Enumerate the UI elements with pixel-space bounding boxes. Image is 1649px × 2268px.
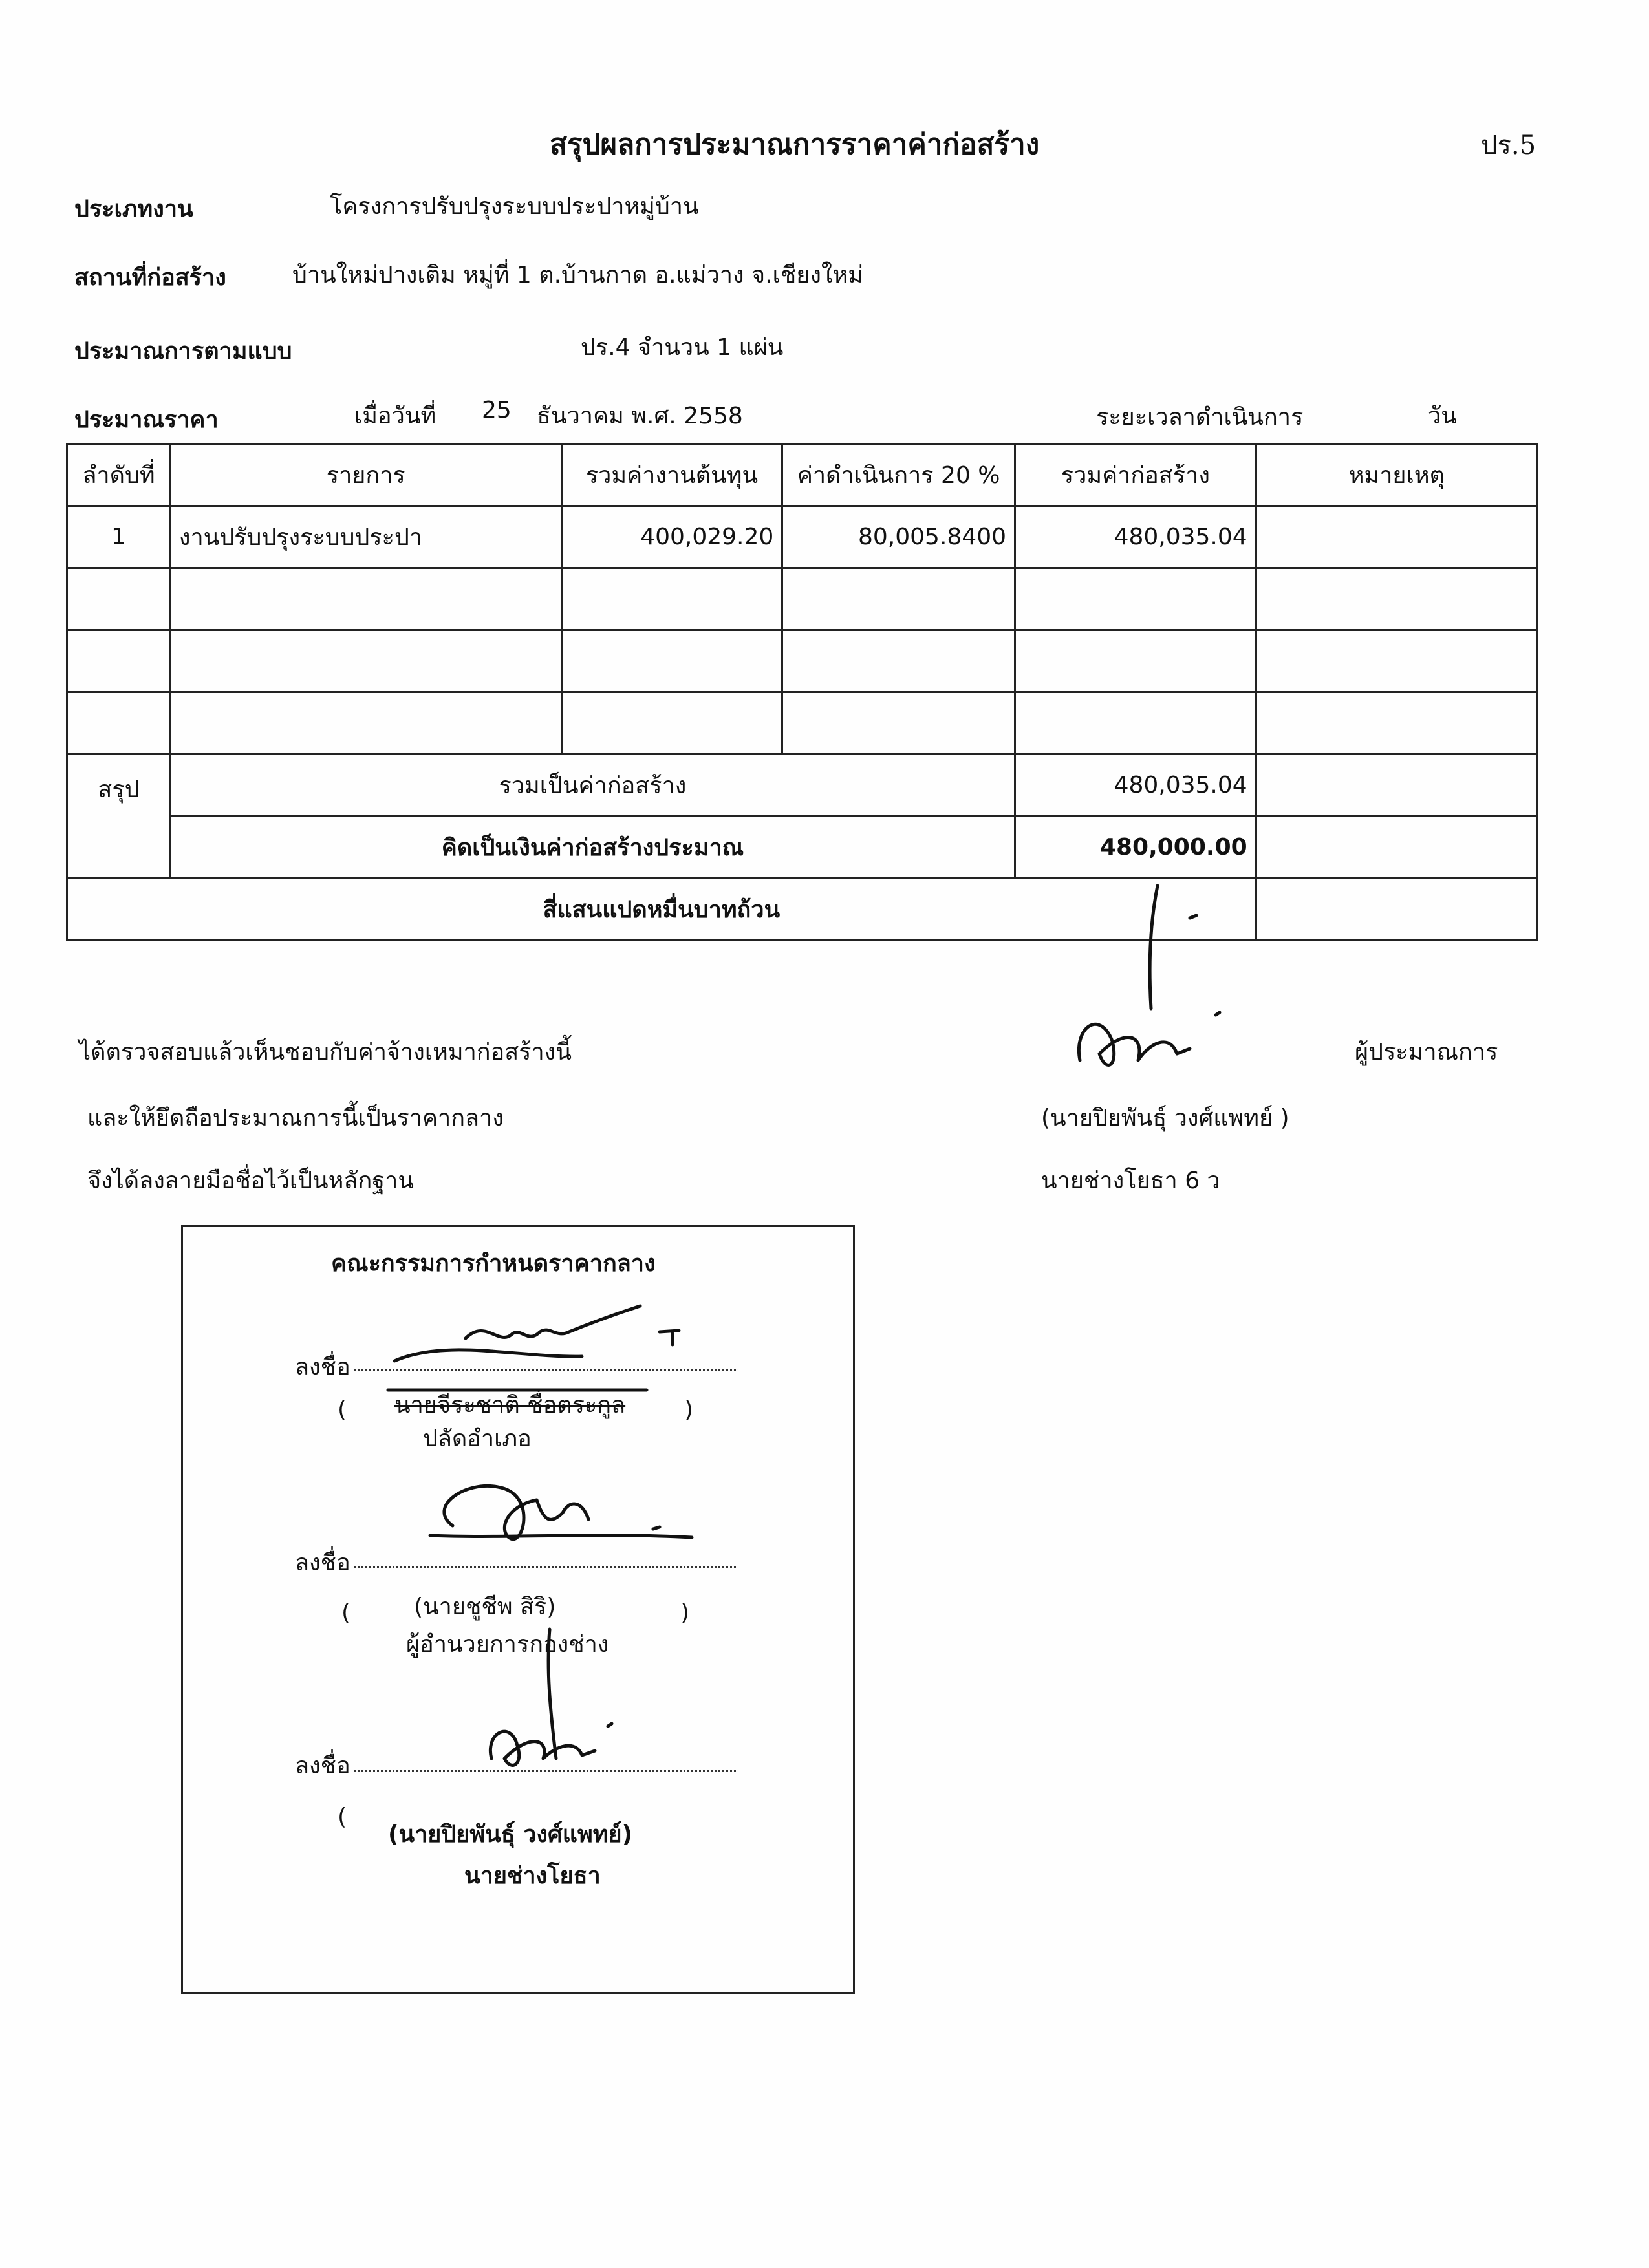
col-header-note: หมายเหตุ <box>1256 444 1537 506</box>
member-2-sign-label: ลงชื่อ <box>295 1550 350 1576</box>
member-1-sign-line <box>354 1369 736 1371</box>
certify-line-1: ได้ตรวจสอบแล้วเห็นชอบกับค่าจ้างเหมาก่อสร้างนี้ <box>79 1039 572 1065</box>
col-header-total: รวมค่าก่อสร้าง <box>1015 444 1256 506</box>
amount-words-row <box>67 879 1538 941</box>
member-1-name: นายจีระชาติ ชื่อตระกูล <box>394 1392 626 1418</box>
date-day: 25 <box>482 397 512 423</box>
member-1-paren-open: ( <box>338 1396 347 1423</box>
member-2-sign-line <box>354 1566 736 1568</box>
estimator-position: นายช่างโยธา 6 ว <box>1041 1168 1220 1194</box>
estimator-name: (นายปิยพันธุ์ วงศ์แพทย์ ) <box>1041 1105 1289 1131</box>
member-1-signature <box>388 1300 685 1396</box>
table-row-empty <box>67 692 1538 754</box>
location-value: บ้านใหม่ปางเติม หมู่ที่ 1 ต.บ้านกาด อ.แม่วาง จ.เชียงใหม่ <box>292 262 863 288</box>
member-3-signature <box>466 1629 660 1784</box>
estimate-value: ปร.4 จำนวน 1 แผ่น <box>581 334 784 361</box>
page-title: สรุปผลการประมาณการราคาค่าก่อสร้าง <box>550 128 1040 161</box>
sum-label: รวมเป็นค่าก่อสร้าง <box>170 754 1015 817</box>
estimate-total-label: คิดเป็นเงินค่าก่อสร้างประมาณ <box>170 817 1015 879</box>
row-note <box>1256 506 1537 568</box>
committee-title: คณะกรรมการกำหนดราคากลาง <box>331 1250 656 1277</box>
row-no: 1 <box>67 506 171 568</box>
price-label: ประมาณราคา <box>74 407 219 433</box>
sum-value: 480,035.04 <box>1015 754 1256 817</box>
member-2-name: (นายชูชีพ สิริ) <box>414 1594 556 1620</box>
member-3-sign-line <box>354 1770 736 1772</box>
date-prefix: เมื่อวันที่ <box>354 403 436 429</box>
table-header-row <box>67 444 1538 506</box>
member-2-signature <box>427 1468 711 1558</box>
member-3-paren-open: ( <box>338 1804 347 1830</box>
member-1-position: ปลัดอำเภอ <box>423 1426 532 1452</box>
certify-line-2: และให้ยึดถือประมาณการนี้เป็นราคากลาง <box>87 1105 504 1131</box>
work-type-value: โครงการปรับปรุงระบบประปาหมู่บ้าน <box>330 193 699 220</box>
estimator-signature <box>1061 879 1255 1086</box>
table-row-empty <box>67 630 1538 692</box>
member-3-sign-label: ลงชื่อ <box>295 1753 350 1779</box>
col-header-no: ลำดับที่ <box>67 444 171 506</box>
estimate-label: ประมาณการตามแบบ <box>74 338 292 365</box>
member-1-paren-close: ) <box>684 1396 694 1423</box>
col-header-cost: รวมค่างานต้นทุน <box>561 444 782 506</box>
row-cost: 400,029.20 <box>561 506 782 568</box>
duration-label: ระยะเวลาดำเนินการ <box>1096 404 1304 431</box>
row-total: 480,035.04 <box>1015 506 1256 568</box>
summary-label: สรุป <box>67 754 171 879</box>
member-2-position: ผู้อำนวยการกองช่าง <box>406 1631 609 1658</box>
member-3-name: (นายปิยพันธุ์ วงศ์แพทย์) <box>388 1821 633 1848</box>
date-month-year: ธันวาคม พ.ศ. 2558 <box>537 403 743 429</box>
member-2-paren-close: ) <box>680 1599 690 1626</box>
estimate-total-value: 480,000.00 <box>1015 817 1256 879</box>
col-header-operation: ค่าดำเนินการ 20 % <box>782 444 1015 506</box>
estimate-table <box>66 443 1538 941</box>
duration-unit: วัน <box>1428 403 1457 429</box>
summary-row <box>67 754 1538 817</box>
member-2-paren-open: ( <box>341 1599 351 1626</box>
estimate-total-row <box>67 817 1538 879</box>
certify-line-3: จึงได้ลงลายมือชื่อไว้เป็นหลักฐาน <box>87 1168 414 1194</box>
row-operation: 80,005.8400 <box>782 506 1015 568</box>
table-row <box>67 506 1538 568</box>
member-1-sign-label: ลงชื่อ <box>295 1354 350 1380</box>
location-label: สถานที่ก่อสร้าง <box>74 264 226 291</box>
row-item: งานปรับปรุงระบบประปา <box>170 506 561 568</box>
work-type-label: ประเภทงาน <box>74 196 193 222</box>
table-row-empty <box>67 568 1538 630</box>
amount-in-words: สี่แสนแปดหมื่นบาทถ้วน <box>67 879 1256 941</box>
member-3-position: นายช่างโยธา <box>464 1863 601 1889</box>
col-header-item: รายการ <box>170 444 561 506</box>
estimator-role: ผู้ประมาณการ <box>1355 1039 1498 1065</box>
form-code: ปร.5 <box>1481 131 1536 160</box>
